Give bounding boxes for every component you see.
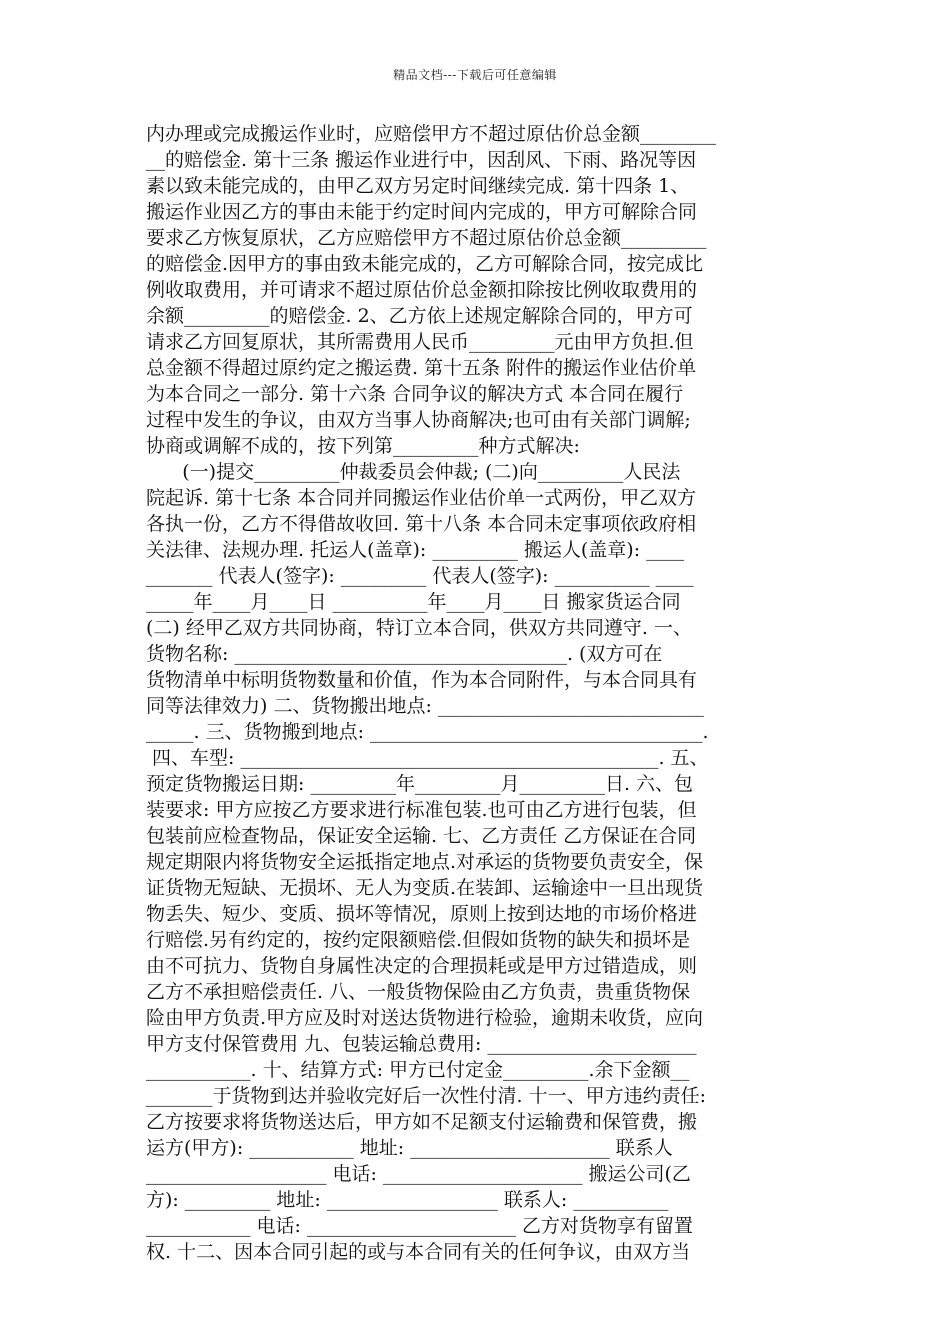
text-line: 甲方支付保管费用 九、包装运输总费用: ______________________: [146, 1033, 697, 1055]
text-line: 素以致未能完成的，由甲乙双方另定时间继续完成. 第十四条 1、: [146, 175, 690, 197]
text-line: 规定期限内将货物安全运抵指定地点.对承运的货物要负责安全，保: [146, 851, 704, 873]
text-line: 同等法律效力) 二、货物搬出地点: ____________________________: [146, 695, 704, 717]
text-line: __的赔偿金. 第十三条 搬运作业进行中，因刮风、下雨、路况等因: [146, 149, 697, 171]
text-line: 协商或调解不成的，按下列第_________种方式解决:: [146, 435, 580, 457]
text-line: _____. 三、货物搬到地点: ___________________________________.: [146, 721, 709, 743]
text-line: _______于货物到达并验收完好后一次性付清. 十一、甲方违约责任:: [146, 1085, 706, 1107]
text-line: (二) 经甲乙双方共同协商，特订立本合同，供双方共同遵守. 一、: [146, 617, 692, 639]
text-line: 院起诉. 第十七条 本合同并同搬运作业估价单一式两份，甲乙双方: [146, 487, 697, 509]
text-line: 权. 十二、因本合同引起的或与本合同有关的任何争议，由双方当: [146, 1241, 691, 1263]
text-line: 证货物无短缺、无损坏、无人为变质.在装卸、运输途中一旦出现货: [146, 877, 704, 899]
text-line: _______ 代表人(签字): _________ 代表人(签字): __________ ____: [146, 565, 694, 587]
text-line: 方): _________ 地址: __________________ 联系人: __________: [146, 1189, 669, 1211]
text-line: 包装前应检查物品，保证安全运输. 七、乙方责任 乙方保证在合同: [146, 825, 697, 847]
text-line: 货物名称: ___________________________________. (双方可在: [146, 643, 663, 665]
text-line: (一)提交_________仲裁委员会仲裁; (二)向_________人民法: [146, 461, 681, 483]
text-line: 预定货物搬运日期: _________年_________月_________日. 六、包: [146, 773, 694, 795]
text-line: ___________. 十、结算方式: 甲方已付定金_________.余下金额__: [146, 1059, 690, 1081]
text-line: 内办理或完成搬运作业时，应赔偿甲方不超过原估价总金额________: [146, 123, 717, 145]
text-line: 乙方按要求将货物送达后，甲方如不足额支付运输费和保管费，搬: [146, 1111, 698, 1133]
text-line: 装要求: 甲方应按乙方要求进行标准包装.也可由乙方进行包装，但: [146, 799, 697, 821]
text-line: 为本合同之一部分. 第十六条 合同争议的解决方式 本合同在履行: [146, 383, 684, 405]
text-line: 搬运作业因乙方的事由未能于约定时间内完成的，甲方可解除合同: [146, 201, 698, 223]
text-line: 行赔偿.另有约定的，按约定限额赔偿.但假如货物的缺失和损坏是: [146, 929, 691, 951]
contract-body: [146, 121, 816, 1265]
text-line: 的赔偿金.因甲方的事由致未能完成的，乙方可解除合同，按完成比: [146, 253, 704, 275]
text-line: 乙方不承担赔偿责任. 八、一般货物保险由乙方负责，贵重货物保: [146, 981, 691, 1003]
text-line: 总金额不得超过原约定之搬运费. 第十五条 附件的搬运作业估价单: [146, 357, 697, 379]
text-line: ___________ 电话: ______________________ 乙方对货物享有留置: [146, 1215, 694, 1237]
page-header: 精品文档---下载后可任意编辑: [393, 68, 557, 82]
text-line: 要求乙方恢复原状，乙方应赔偿甲方不超过原估价总金额_________: [146, 227, 707, 249]
text-line: 请求乙方回复原状，其所需费用人民币_________元由甲方负担.但: [146, 331, 694, 353]
text-line: 关法律、法规办理. 托运人(盖章): _________ 搬运人(盖章): ____: [146, 539, 685, 561]
text-line: 险由甲方负责.甲方应及时对送达货物进行检验，逾期未收货，应向: [146, 1007, 704, 1029]
text-line: _____年____月____日 __________年____月____日 搬家货运合同: [146, 591, 681, 613]
text-line: 各执一份，乙方不得借故收回. 第十八条 本合同未定事项依政府相: [146, 513, 697, 535]
text-line: 运方(甲方): ___________ 地址: _____________________ 联系人: [146, 1137, 673, 1159]
text-line: 余额_________的赔偿金. 2、乙方依上述规定解除合同的，甲方可: [146, 305, 693, 327]
text-line: 物丢失、短少、变质、损坏等情况，原则上按到达地的市场价格进: [146, 903, 698, 925]
text-line: 过程中发生的争议，由双方当事人协商解决;也可由有关部门调解;: [146, 409, 691, 431]
text-line: 例收取费用，并可请求不超过原估价总金额扣除按比例收取费用的: [146, 279, 698, 301]
text-line: 货物清单中标明货物数量和价值，作为本合同附件，与本合同具有: [146, 669, 698, 691]
text-line: 四、车型: ____________________________________________. 五、: [146, 747, 709, 769]
text-line: 由不可抗力、货物自身属性决定的合理损耗或是甲方过错造成，则: [146, 955, 698, 977]
text-line: ___________________ 电话: _____________________ 搬运公司(乙: [146, 1163, 691, 1185]
